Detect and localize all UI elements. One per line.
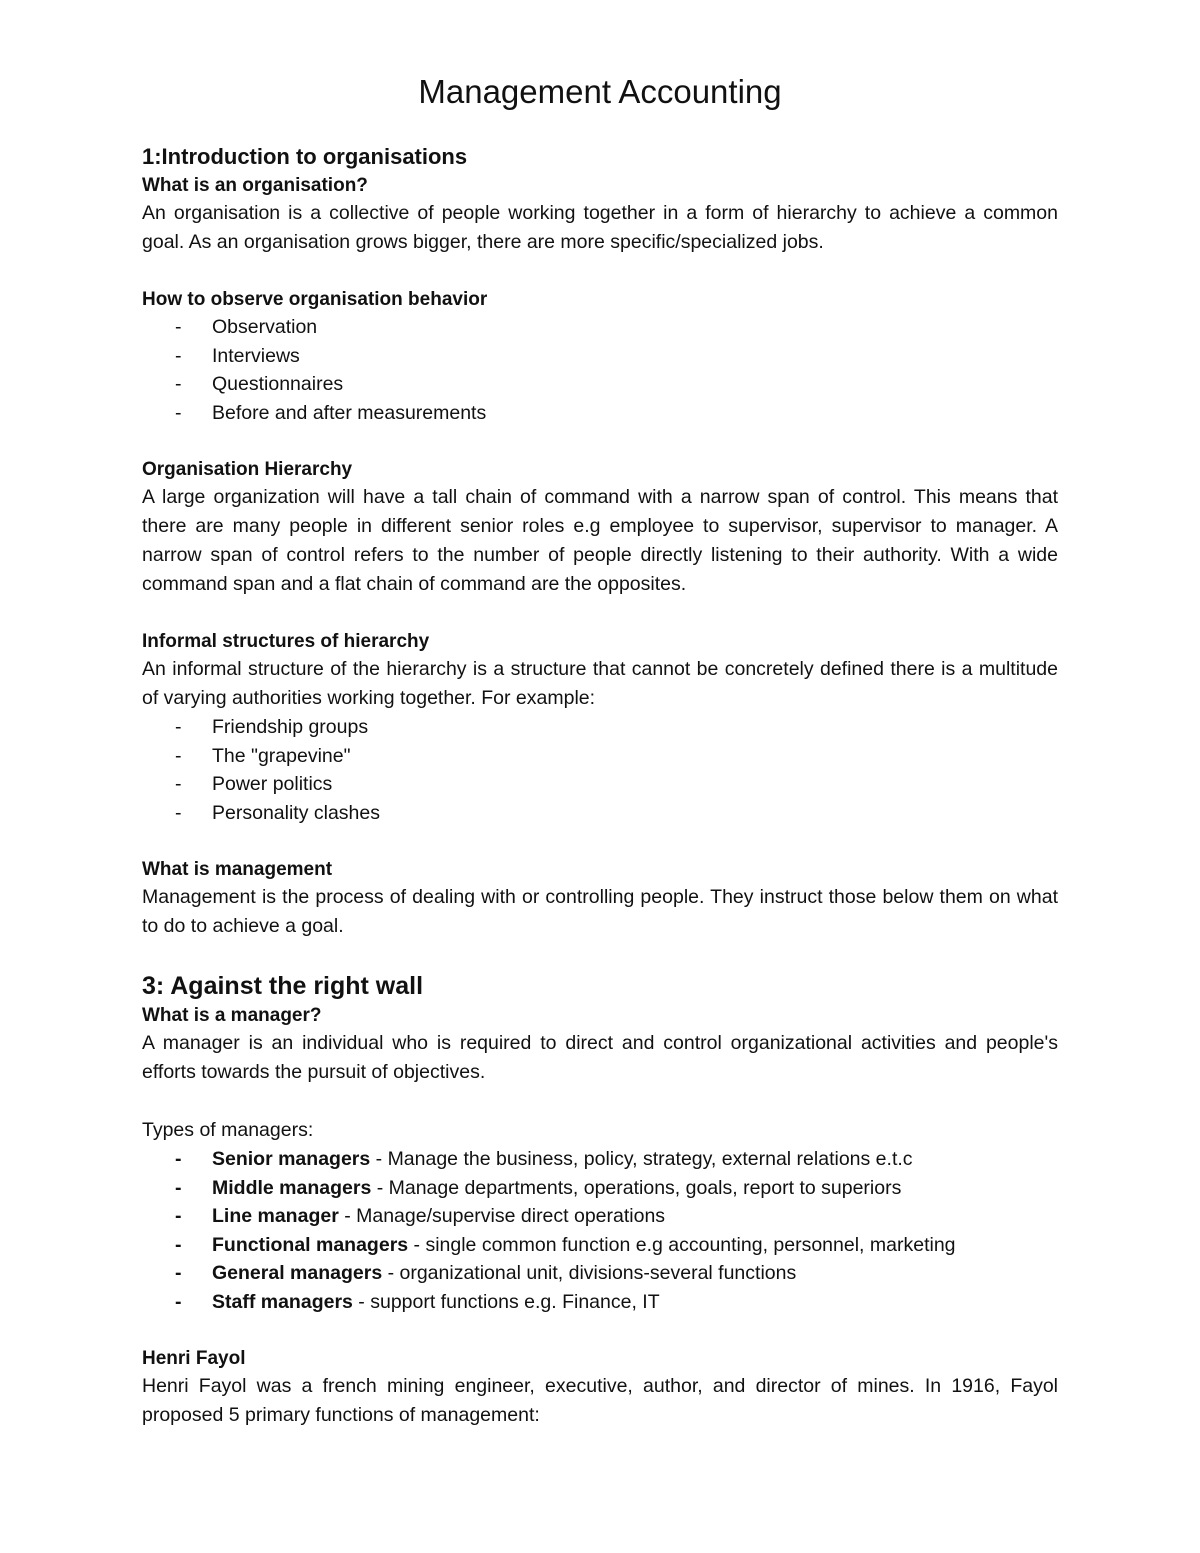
list-item: - Power politics bbox=[175, 773, 333, 795]
list-item: - Senior managers - Manage the business, policy, strategy, external relations e.t.c bbox=[175, 1148, 913, 1170]
observe-behavior-heading: How to observe organisation behavior bbox=[142, 289, 488, 310]
informal-structures-list bbox=[142, 713, 1058, 827]
organisation-hierarchy-heading: Organisation Hierarchy bbox=[142, 459, 353, 480]
types-of-managers-list bbox=[142, 1145, 1058, 1316]
list-item: - Questionnaires bbox=[175, 373, 344, 395]
informal-structures-text: An informal structure of the hierarchy is a structure that cannot be concretely defined there is a multitude of varying authorities working together. For example: bbox=[142, 658, 1058, 709]
list-item: - Staff managers - support functions e.g. Finance, IT bbox=[175, 1290, 660, 1313]
section-3-title: 3: Against the right wall bbox=[142, 972, 424, 1000]
section-1-title: 1:Introduction to organisations bbox=[142, 144, 468, 169]
what-is-management-text: Management is the process of dealing with or controlling people. They instruct those below them on what to do to achieve a goal. bbox=[142, 886, 1058, 937]
what-is-organisation-heading: What is an organisation? bbox=[142, 175, 368, 196]
list-item: - Personality clashes bbox=[175, 801, 380, 824]
organisation-hierarchy-text: A large organization will have a tall chain of command with a narrow span of control. This means that there are many people in different senior roles e.g employee to supervisor, supervisor to manager. A narrow span of control refers to the number of people directly listening to their authority. With a wide command span and a flat chain of command are the opposites. bbox=[142, 486, 1058, 595]
what-is-management-heading: What is management bbox=[142, 859, 333, 880]
document-page bbox=[142, 70, 1058, 1430]
list-item: - Interviews bbox=[175, 344, 300, 367]
what-is-organisation-text: An organisation is a collective of people working together in a form of hierarchy to achieve a common goal. As an organisation grows bigger, there are more specific/specialized jobs. bbox=[142, 202, 1058, 253]
what-is-manager-text: A manager is an individual who is required to direct and control organizational activities and people's efforts towards the pursuit of objectives. bbox=[142, 1032, 1058, 1083]
list-item: - The "grapevine" bbox=[175, 744, 351, 767]
what-is-manager-heading: What is a manager? bbox=[142, 1005, 322, 1026]
henri-fayol-text: Henri Fayol was a french mining engineer, executive, author, and director of mines. In 1916, Fayol proposed 5 primary functions of management: bbox=[142, 1375, 1058, 1426]
henri-fayol-heading: Henri Fayol bbox=[142, 1348, 246, 1369]
list-item: - Before and after measurements bbox=[175, 401, 487, 424]
list-item: - Friendship groups bbox=[175, 716, 369, 738]
list-item: - Middle managers - Manage departments, operations, goals, report to superiors bbox=[175, 1176, 902, 1199]
list-item: - Line manager - Manage/supervise direct operations bbox=[175, 1205, 666, 1227]
types-of-managers-intro: Types of managers: bbox=[142, 1119, 314, 1141]
informal-structures-heading: Informal structures of hierarchy bbox=[142, 631, 430, 652]
list-item: - Functional managers - single common function e.g accounting, personnel, marketing bbox=[175, 1233, 956, 1256]
observe-behavior-list bbox=[142, 313, 1058, 427]
list-item: - Observation bbox=[175, 316, 318, 338]
list-item: - General managers - organizational unit, divisions-several functions bbox=[175, 1262, 797, 1284]
document-title: Management Accounting bbox=[418, 73, 782, 110]
